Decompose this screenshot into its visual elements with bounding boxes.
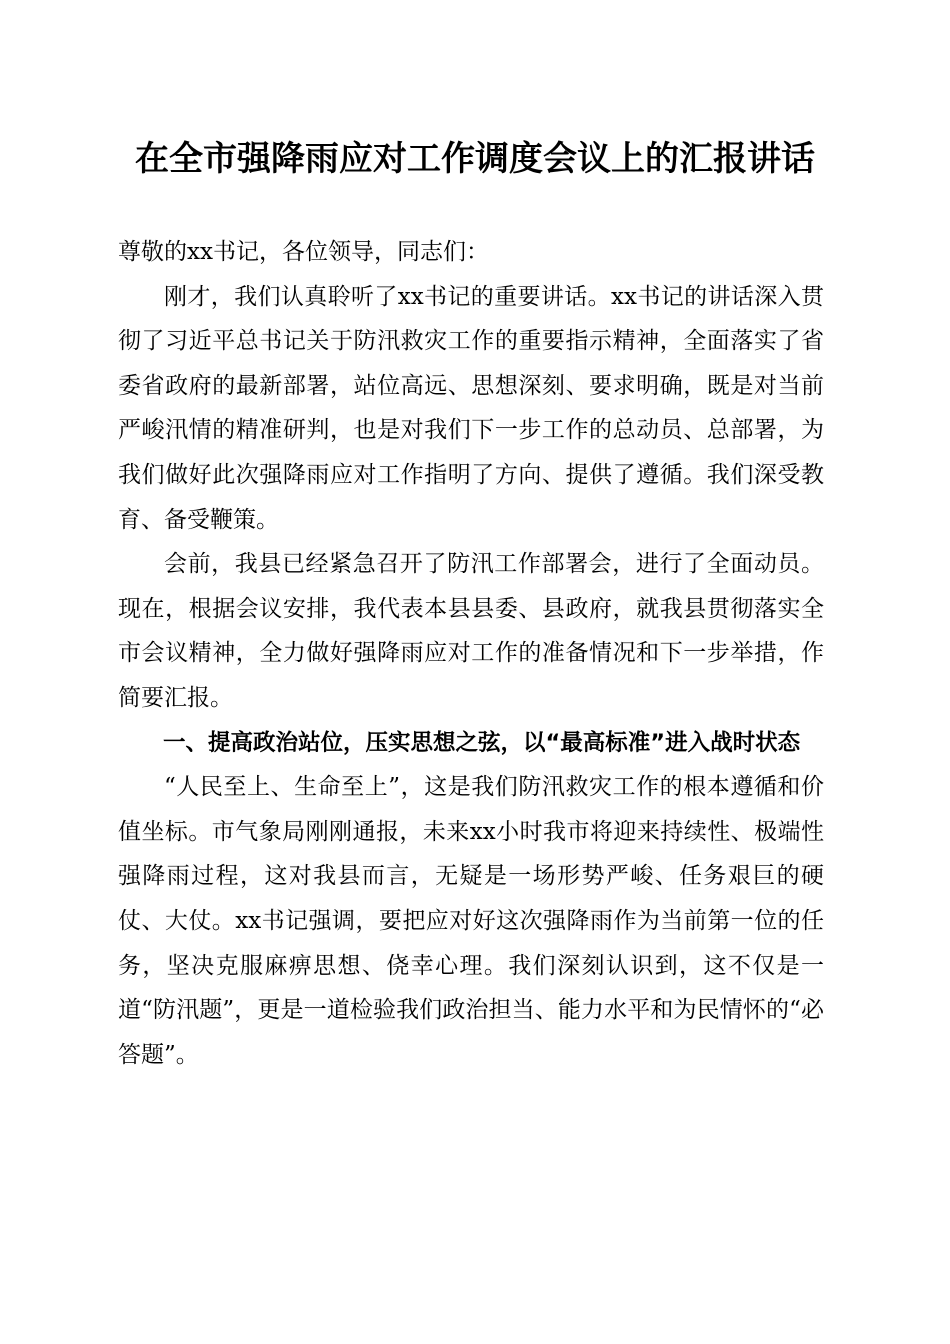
- document-title: 在全市强降雨应对工作调度会议上的汇报讲话: [135, 139, 815, 179]
- section-paragraph: “人民至上、生命至上”，这是我们防汛救灾工作的根本遵循和价值坐标。市气象局刚刚通报，未来xx小时我市将迎来持续性、极端性强降雨过程，这对我县而言，无疑是一场形势严峻、任务艰巨的硬仗、大仗。xx书记强调，要把应对好这次强降雨作为当前第一位的任务，坚决克服麻痹思想、侥幸心理。我们深刻认识到，这不仅是一道“防汛题”，更是一道检验我们政治担当、能力水平和为民情怀的“必答题”。: [118, 774, 824, 1068]
- paragraph-pre-meeting: 会前，我县已经紧急召开了防汛工作部署会，进行了全面动员。现在，根据会议安排，我代表本县县委、县政府，就我县贯彻落实全市会议精神，全力做好强降雨应对工作的准备情况和下一步举措，作简要汇报。: [118, 551, 824, 711]
- salutation: 尊敬的xx书记，各位领导，同志们：: [118, 239, 489, 265]
- paragraph-opening: 刚才，我们认真聆听了xx书记的重要讲话。xx书记的讲话深入贯彻了习近平总书记关于防汛救灾工作的重要指示精神，全面落实了省委省政府的最新部署，站位高远、思想深刻、要求明确，既是对当前严峻汛情的精准研判，也是对我们下一步工作的总动员、总部署，为我们做好此次强降雨应对工作指明了方向、提供了遵循。我们深受教育、备受鞭策。: [118, 283, 824, 533]
- section-heading: 一、提高政治站位，压实思想之弦，以“最高标准”进入战时状态: [163, 729, 801, 756]
- document-body: [118, 230, 824, 1077]
